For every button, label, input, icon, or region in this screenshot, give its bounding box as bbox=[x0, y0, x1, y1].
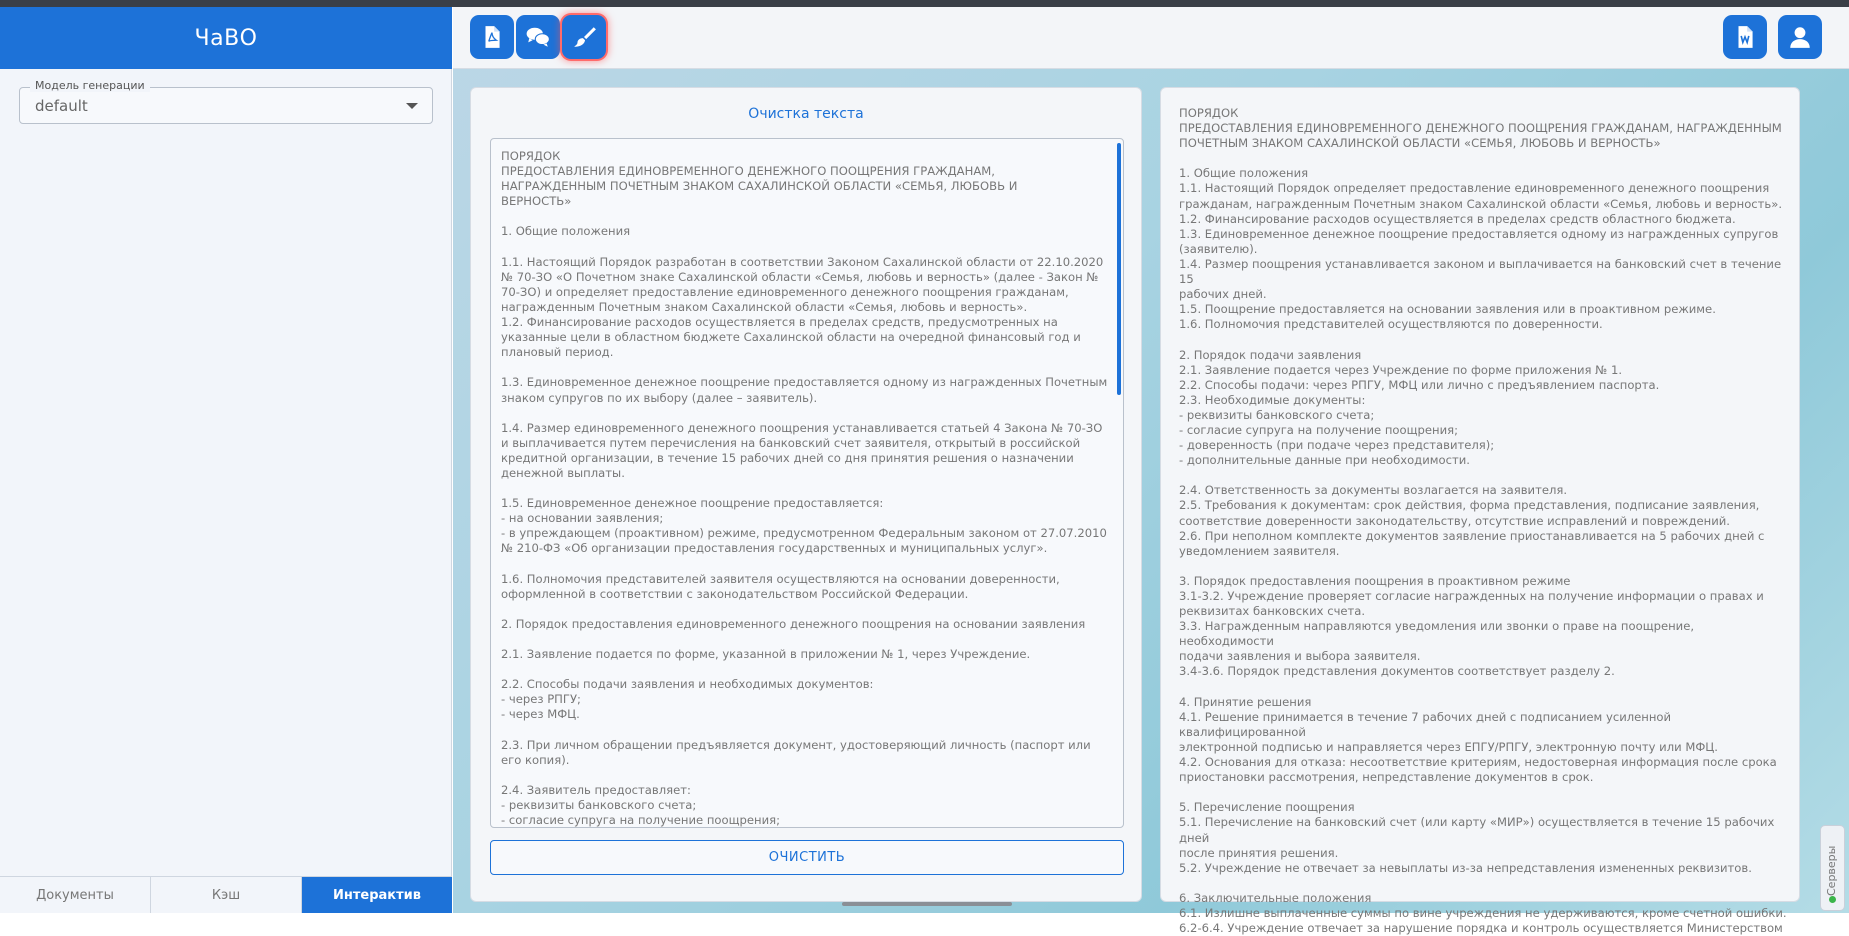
brush-icon bbox=[571, 24, 597, 50]
clean-text-button[interactable] bbox=[562, 15, 606, 59]
top-strip bbox=[0, 0, 1849, 7]
clear-button[interactable]: ОЧИСТИТЬ bbox=[490, 840, 1124, 875]
text-cleaner-panel bbox=[470, 87, 1142, 902]
sidebar bbox=[0, 7, 452, 913]
main-area bbox=[453, 7, 1849, 936]
pdf-document-icon bbox=[479, 24, 505, 50]
user-button[interactable] bbox=[1778, 15, 1822, 59]
chat-button[interactable] bbox=[516, 15, 560, 59]
tab-interactive[interactable]: Интерактив bbox=[302, 877, 452, 913]
server-status-dot bbox=[1829, 896, 1836, 903]
chat-icon bbox=[525, 24, 551, 50]
user-icon bbox=[1787, 24, 1813, 50]
output-text: ПОРЯДОК ПРЕДОСТАВЛЕНИЯ ЕДИНОВРЕМЕННОГО ДЕНЕЖНОГО ПООЩРЕНИЯ ГРАЖДАНАМ, НАГРАЖДЕННЫМ ПОЧЕТНЫМ ЗНАКОМ САХАЛИНСКОЙ ОБЛАСТИ «СЕМЬЯ, ЛЮБОВЬ И ВЕРНОСТЬ» 1. Общие положения 1.1. Настоящий Порядок определяет предоставление единовременного денежного поощрения гражданам, награжденным Почетным знаком Сахалинской области «Семья, любовь и верность». 1.2. Финансирование расходов осуществляется в пределах средств областного бюджета. 1.3. Единовременное денежное поощрение предоставляется одному из награжденных супругов (заявителю). 1.4. Размер поощрения устанавливается законом и выплачивается на банковский счет в течение 15 рабочих дней. 1.5. Поощрение предоставляется на основании заявления или в проактивном режиме. 1.6. Полномочия представителей осуществляются по доверенности. 2. Порядок подачи заявления 2.1. Заявление подается через Учреждение по форме приложения № 1. 2.2. Способы подачи: через РПГУ, МФЦ или лично с предъявлением паспорта. 2.3. Необходимые документы: - реквизиты банковского счета; - согласие супруга на получение поощрения; - доверенность (при подаче через представителя); - дополнительные данные при необходимости. 2.4. Ответственность за документы возлагается на заявителя. 2.5. Требования к документам: срок действия, форма представления, подписание заявления, соответствие доверенности законодательству, отсутствие исправлений и повреждений. 2.6. При неполном комплекте документов заявление приостанавливается на 5 рабочих дней с уведомлением заявителя. 3. Порядок предоставления поощрения в проактивном режиме 3.1-3.2. Учреждение проверяет согласие награжденных на получение информации о правах и реквизитах банковских счета. 3.3. Награжденным направляются уведомления или звонки о праве на поощрение, необходимости подачи заявления и выбора заявителя. 3.4-3.6. Порядок представления документов соответствует разделу 2. 4. Принятие решения 4.1. Решение принимается в течение 7 рабочих дней с подписанием усиленной квалифицированной электронной подписью и направляется через ЕПГУ/РПГУ, электронную почту или МФЦ. 4.2. Основания для отказа: несоответствие критериям, недостоверная информация после срока приостановки рассмотрения, непредставление документов в срок. 5. Перечисление поощрения 5.1. Перечисление на банковский счет (или карту «МИР») осуществляется в течение 15 рабочих дней после принятия решения. 5.2. Учреждение не отвечает за невыплаты из-за непредставления измененных реквизитов. 6. Заключительные положения 6.1. Излишне выплаченные суммы по вине учреждения не удерживаются, кроме счетной ошибки. 6.2-6.4. Учреждение отвечает за нарушение порядка и контроль осуществляется Министерством bbox=[1179, 106, 1787, 936]
model-select[interactable] bbox=[19, 79, 433, 124]
tab-cache[interactable]: Кэш bbox=[151, 877, 302, 913]
panel-title: Очистка текста bbox=[748, 106, 864, 122]
scrollbar[interactable] bbox=[1117, 143, 1121, 395]
pdf-button[interactable] bbox=[470, 15, 514, 59]
home-indicator bbox=[842, 902, 1012, 906]
bottom-tabs bbox=[0, 876, 452, 913]
model-select-value: default bbox=[35, 97, 88, 115]
cleaned-output-panel bbox=[1160, 87, 1800, 936]
servers-label: Серверы bbox=[1825, 845, 1838, 896]
word-export-button[interactable] bbox=[1723, 15, 1767, 59]
toolbar bbox=[453, 7, 1849, 69]
model-select-label: Модель генерации bbox=[30, 79, 150, 92]
app-title: ЧаВО bbox=[0, 7, 452, 69]
input-text: ПОРЯДОК ПРЕДОСТАВЛЕНИЯ ЕДИНОВРЕМЕННОГО ДЕНЕЖНОГО ПООЩРЕНИЯ ГРАЖДАНАМ, НАГРАЖДЕННЫМ ПОЧЕТНЫМ ЗНАКОМ САХАЛИНСКОЙ ОБЛАСТИ «СЕМЬЯ, ЛЮБОВЬ И ВЕРНОСТЬ» 1. Общие положения 1.1. Настоящий Порядок разработан в соответствии Законом Сахалинской области от 22.10.2020 № 70-ЗО «О Почетном знаке Сахалинской области «Семья, любовь и верность» (далее - Закон № 70-ЗО) и определяет предоставление единовременного денежного поощрения гражданам, награжденным Почетным знаком Сахалинской области «Семья, любовь и верность». 1.2. Финансирование расходов осуществляется в пределах средств, предусмотренных на указанные цели в областном бюджете Сахалинской области на очередной финансовый год и плановый период. 1.3. Единовременное денежное поощрение предоставляется одному из награжденных Почетным знаком супругов по их выбору (далее – заявитель). 1.4. Размер единовременного денежного поощрения устанавливается статьей 4 Закона № 70-ЗО и выплачивается путем перечисления на банковский счет заявителя, открытый в российской кредитной организации, в течение 15 рабочих дней со дня принятия решения о назначении денежной выплаты. 1.5. Единовременное денежное поощрение предоставляется: - на основании заявления; - в упреждающем (проактивном) режиме, предусмотренном Федеральным законом от 27.07.2010 № 210-ФЗ «Об организации предоставления государственных и муниципальных услуг». 1.6. Полномочия представителей заявителя осуществляются на основании доверенности, оформленной в соответствии с законодательством Российской Федерации. 2. Порядок предоставления единовременного денежного поощрения на основании заявления 2.1. Заявление подается по форме, указанной в приложении № 1, через Учреждение. 2.2. Способы подачи заявления и необходимых документов: - через РПГУ; - через МФЦ. 2.3. При личном обращении предъявляется документ, удостоверяющий личность (паспорт или его копия). 2.4. Заявитель предоставляет: - реквизиты банковского счета; - согласие супруга на получение поощрения; bbox=[501, 149, 1108, 828]
servers-tab[interactable] bbox=[1820, 825, 1845, 911]
chevron-down-icon[interactable] bbox=[406, 103, 418, 109]
tab-documents[interactable]: Документы bbox=[0, 877, 151, 913]
word-document-icon bbox=[1732, 24, 1758, 50]
input-textarea[interactable] bbox=[490, 138, 1124, 828]
